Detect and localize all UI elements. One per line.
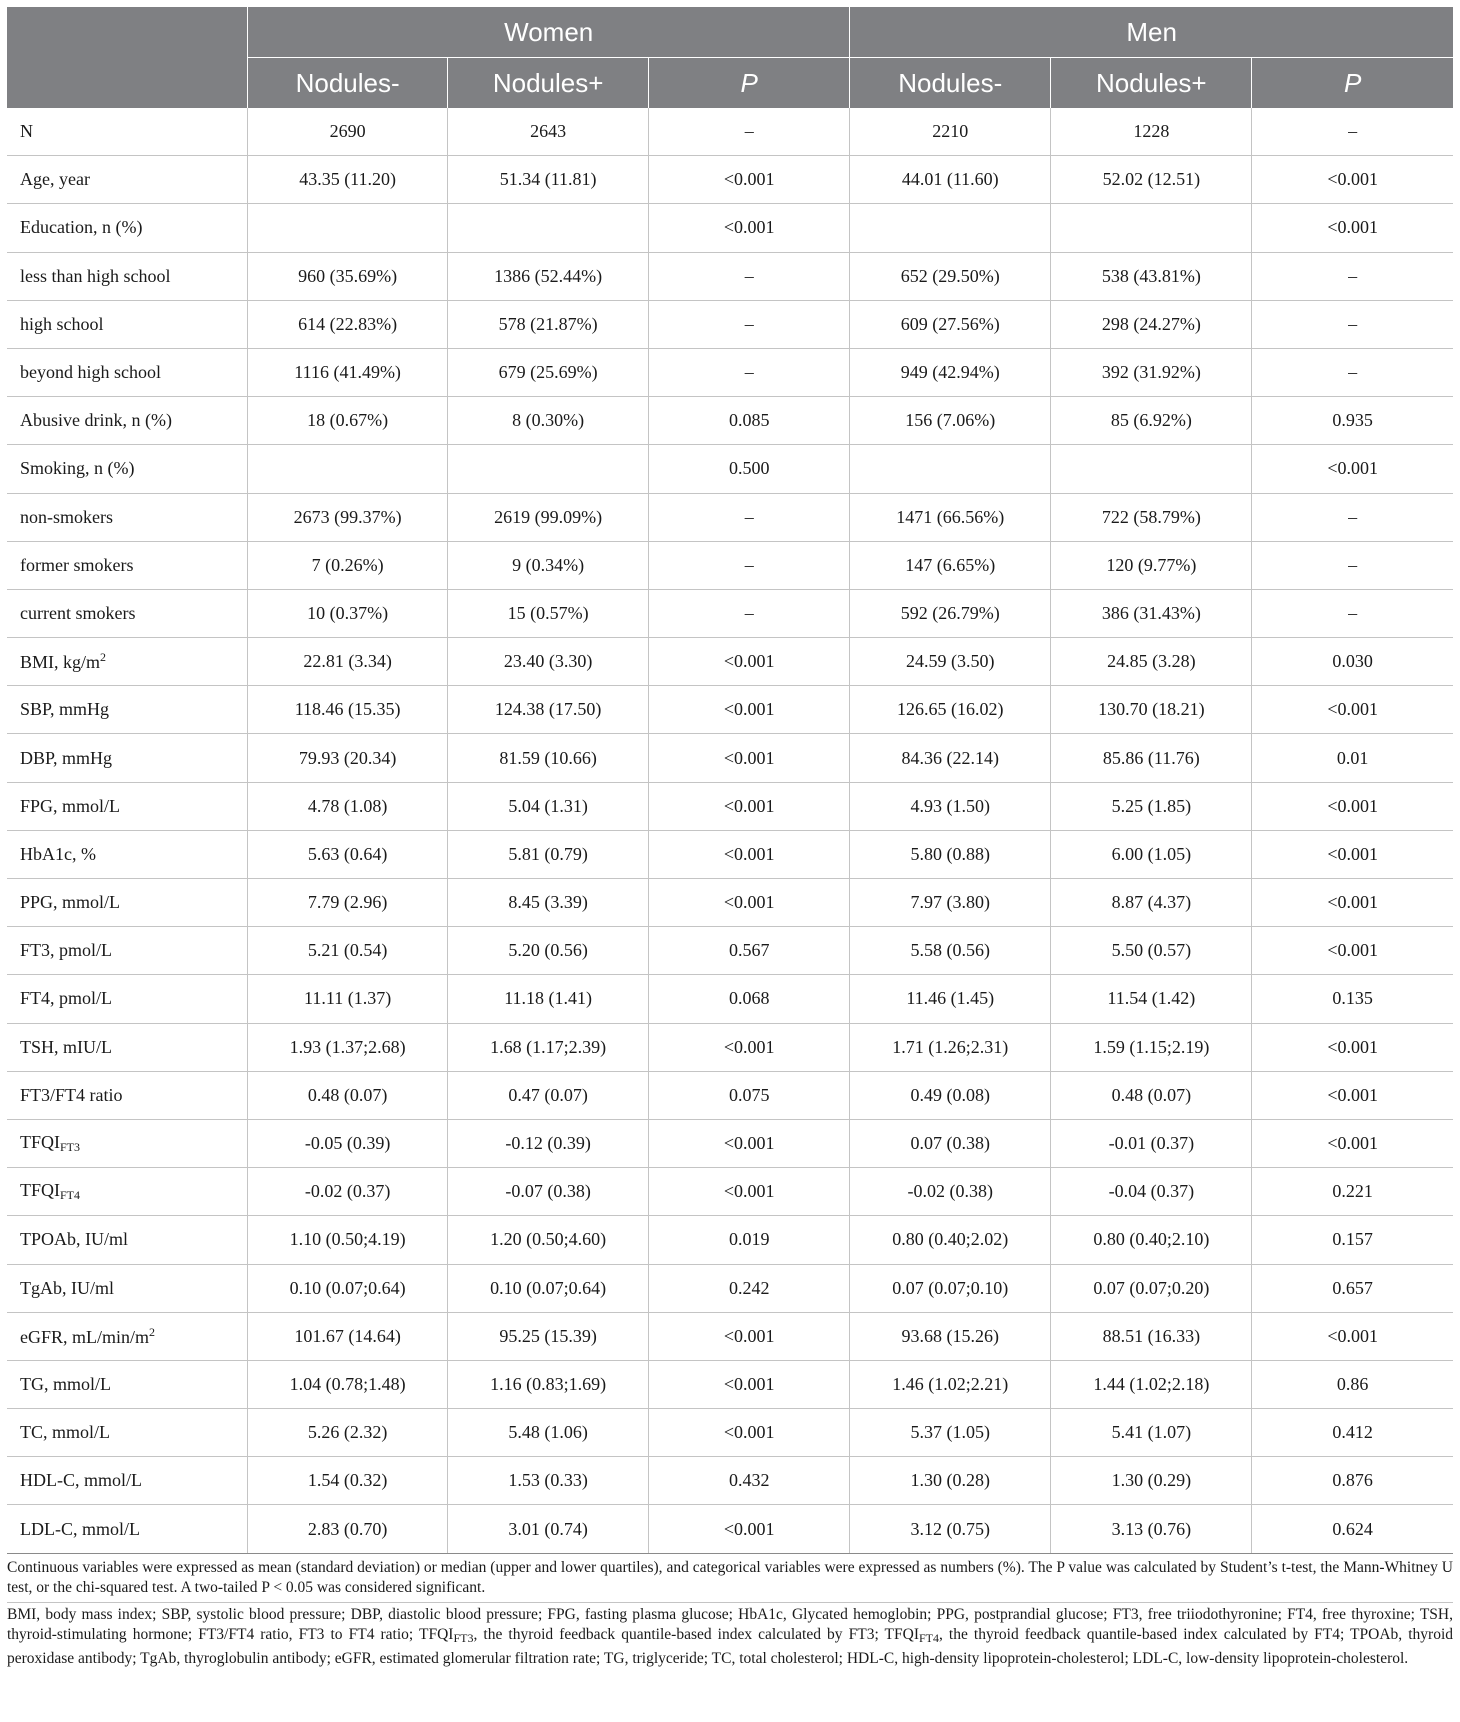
row-label-text: FT3/FT4 ratio <box>20 1084 123 1105</box>
table-cell: – <box>649 348 850 396</box>
table-cell: <0.001 <box>649 686 850 734</box>
table-cell: 0.07 (0.07;0.20) <box>1051 1264 1252 1312</box>
header-women-p: P <box>649 58 850 109</box>
row-label-text: DBP, mmHg <box>20 747 113 768</box>
table-cell: 0.500 <box>649 445 850 493</box>
table-cell: <0.001 <box>649 782 850 830</box>
table-cell <box>448 204 649 252</box>
table-cell: 4.78 (1.08) <box>248 782 448 830</box>
table-cell: 101.67 (14.64) <box>248 1312 448 1360</box>
header-blank-cell <box>7 7 248 58</box>
table-cell: 93.68 (15.26) <box>850 1312 1051 1360</box>
header-blank-cell <box>7 58 248 109</box>
table-cell: 11.54 (1.42) <box>1051 975 1252 1023</box>
row-label-subscript: FT3 <box>60 1140 81 1155</box>
table-header <box>7 7 1453 108</box>
table-cell: <0.001 <box>649 638 850 686</box>
table-cell: 5.50 (0.57) <box>1051 927 1252 975</box>
table-cell: 147 (6.65%) <box>850 541 1051 589</box>
table-cell: <0.001 <box>1252 1023 1453 1071</box>
row-label <box>7 156 248 204</box>
table-cell: 0.47 (0.07) <box>448 1071 649 1119</box>
table-cell: 0.48 (0.07) <box>248 1071 448 1119</box>
table-row <box>7 830 1453 878</box>
table-cell: 0.48 (0.07) <box>1051 1071 1252 1119</box>
row-label-text: former smokers <box>20 554 134 575</box>
table-cell: 79.93 (20.34) <box>248 734 448 782</box>
table-cell: 0.10 (0.07;0.64) <box>448 1264 649 1312</box>
table-row <box>7 1409 1453 1457</box>
table-cell: <0.001 <box>1252 830 1453 878</box>
row-label <box>7 927 248 975</box>
table-cell: <0.001 <box>1252 686 1453 734</box>
table-cell: 1116 (41.49%) <box>248 348 448 396</box>
table-cell: -0.05 (0.39) <box>248 1119 448 1167</box>
table-row <box>7 1119 1453 1167</box>
row-label <box>7 445 248 493</box>
table-cell: 0.10 (0.07;0.64) <box>248 1264 448 1312</box>
row-label-text: high school <box>20 313 104 334</box>
table-cell <box>248 204 448 252</box>
table-cell: <0.001 <box>649 734 850 782</box>
table-row <box>7 1023 1453 1071</box>
row-label-text: SBP, mmHg <box>20 699 110 720</box>
table-cell: 949 (42.94%) <box>850 348 1051 396</box>
table-cell: 960 (35.69%) <box>248 252 448 300</box>
table-cell: 0.157 <box>1252 1216 1453 1264</box>
table-cell: 7.97 (3.80) <box>850 879 1051 927</box>
table-cell: 0.085 <box>649 397 850 445</box>
table-row <box>7 397 1453 445</box>
row-label <box>7 1071 248 1119</box>
table-cell: – <box>1252 300 1453 348</box>
table-row <box>7 927 1453 975</box>
table-row <box>7 300 1453 348</box>
row-label-text: Abusive drink, n (%) <box>20 410 172 431</box>
table-cell: – <box>1252 589 1453 637</box>
row-label-text: TC, mmol/L <box>20 1422 110 1443</box>
table-cell: – <box>649 589 850 637</box>
table-cell: 11.11 (1.37) <box>248 975 448 1023</box>
row-label-text: eGFR, mL/min/m <box>20 1326 150 1347</box>
row-label-text: FT3, pmol/L <box>20 940 113 961</box>
table-cell: 3.13 (0.76) <box>1051 1505 1252 1553</box>
table-row <box>7 879 1453 927</box>
row-label <box>7 879 248 927</box>
table-cell <box>248 445 448 493</box>
row-label-text: Smoking, n (%) <box>20 458 135 479</box>
table-cell: -0.07 (0.38) <box>448 1168 649 1216</box>
row-label <box>7 300 248 348</box>
row-label-text: PPG, mmol/L <box>20 892 121 913</box>
table-cell: 5.48 (1.06) <box>448 1409 649 1457</box>
table-cell: 95.25 (15.39) <box>448 1312 649 1360</box>
table-cell: 0.221 <box>1252 1168 1453 1216</box>
row-label <box>7 686 248 734</box>
table-cell: <0.001 <box>1252 445 1453 493</box>
table-cell: 0.135 <box>1252 975 1453 1023</box>
table-cell: 88.51 (16.33) <box>1051 1312 1252 1360</box>
table-cell: <0.001 <box>1252 879 1453 927</box>
row-label <box>7 1409 248 1457</box>
table-cell: 0.07 (0.38) <box>850 1119 1051 1167</box>
table-cell: 84.36 (22.14) <box>850 734 1051 782</box>
table-cell: 85 (6.92%) <box>1051 397 1252 445</box>
table-cell: <0.001 <box>649 1312 850 1360</box>
table-cell: <0.001 <box>649 156 850 204</box>
table-cell: 0.935 <box>1252 397 1453 445</box>
table-cell: 2.83 (0.70) <box>248 1505 448 1553</box>
table-row <box>7 686 1453 734</box>
note-abbr-part3: , the thyroid feedback quantile-based index calculated by FT4; TPOAb, thyroid peroxidase antibody; TgAb, thyroglobulin antibody; eGFR, estimated glomerular filtration rate; TG, triglyceride; TC, total cholesterol; HDL-C, high-density lipoprotein-cholesterol; LDL-C, low-density lipoprotein-cholesterol. <box>7 1626 1453 1667</box>
table-cell: 1.20 (0.50;4.60) <box>448 1216 649 1264</box>
header-men-p: P <box>1252 58 1453 109</box>
table-cell: 118.46 (15.35) <box>248 686 448 734</box>
table-cell: <0.001 <box>649 1505 850 1553</box>
table-cell: -0.02 (0.37) <box>248 1168 448 1216</box>
table-cell: 1.04 (0.78;1.48) <box>248 1360 448 1408</box>
row-label-text: TPOAb, IU/ml <box>20 1229 128 1250</box>
table-notes <box>7 1558 1453 1670</box>
table-row <box>7 541 1453 589</box>
table-cell: 722 (58.79%) <box>1051 493 1252 541</box>
header-group-women: Women <box>248 7 850 58</box>
table-row <box>7 348 1453 396</box>
header-men-nodules-neg: Nodules- <box>850 58 1051 109</box>
note-abbreviations <box>7 1602 1453 1670</box>
table-cell: 1.68 (1.17;2.39) <box>448 1023 649 1071</box>
table-cell: <0.001 <box>1252 156 1453 204</box>
table-cell: 10 (0.37%) <box>248 589 448 637</box>
table-cell: 1.46 (1.02;2.21) <box>850 1360 1051 1408</box>
row-label-text: HDL-C, mmol/L <box>20 1470 142 1491</box>
table-cell: 0.242 <box>649 1264 850 1312</box>
table-cell: <0.001 <box>1252 1119 1453 1167</box>
table-row <box>7 734 1453 782</box>
row-label <box>7 638 248 686</box>
table-cell: 0.075 <box>649 1071 850 1119</box>
row-label-text: FT4, pmol/L <box>20 988 113 1009</box>
table-cell: 1.10 (0.50;4.19) <box>248 1216 448 1264</box>
table-cell: – <box>1252 493 1453 541</box>
row-label <box>7 397 248 445</box>
table-row <box>7 1216 1453 1264</box>
table-cell: – <box>649 300 850 348</box>
table-row <box>7 252 1453 300</box>
table-cell: 7 (0.26%) <box>248 541 448 589</box>
table-cell: 2619 (99.09%) <box>448 493 649 541</box>
table-cell: 8 (0.30%) <box>448 397 649 445</box>
row-label <box>7 1312 248 1360</box>
header-column-row <box>7 58 1453 109</box>
row-label-subscript: FT4 <box>60 1188 81 1203</box>
table-cell: 392 (31.92%) <box>1051 348 1252 396</box>
header-women-nodules-pos: Nodules+ <box>448 58 649 109</box>
table-cell <box>850 204 1051 252</box>
row-label-text: TFQI <box>20 1180 60 1201</box>
table-cell: 23.40 (3.30) <box>448 638 649 686</box>
table-cell: <0.001 <box>649 879 850 927</box>
table-cell: 5.26 (2.32) <box>248 1409 448 1457</box>
row-label <box>7 1216 248 1264</box>
table-cell: – <box>649 252 850 300</box>
table-cell: 0.068 <box>649 975 850 1023</box>
table-cell <box>850 445 1051 493</box>
header-group-row <box>7 7 1453 58</box>
row-label-text: BMI, kg/m <box>20 652 101 673</box>
table-row <box>7 1505 1453 1553</box>
table-cell <box>1051 204 1252 252</box>
table-cell: 609 (27.56%) <box>850 300 1051 348</box>
table-cell: 1228 <box>1051 108 1252 156</box>
table-cell: 18 (0.67%) <box>248 397 448 445</box>
table-row <box>7 1071 1453 1119</box>
table-cell: 5.20 (0.56) <box>448 927 649 975</box>
table-cell: 0.80 (0.40;2.02) <box>850 1216 1051 1264</box>
table-row <box>7 156 1453 204</box>
table-cell <box>448 445 649 493</box>
table-row <box>7 589 1453 637</box>
table-cell: 0.07 (0.07;0.10) <box>850 1264 1051 1312</box>
table-cell: <0.001 <box>649 204 850 252</box>
table-cell: 7.79 (2.96) <box>248 879 448 927</box>
table-cell: 5.41 (1.07) <box>1051 1409 1252 1457</box>
row-label <box>7 1119 248 1167</box>
table-cell: 1.30 (0.29) <box>1051 1457 1252 1505</box>
table-cell: – <box>649 493 850 541</box>
table-row <box>7 1168 1453 1216</box>
table-cell: 1.71 (1.26;2.31) <box>850 1023 1051 1071</box>
table-cell: 1.53 (0.33) <box>448 1457 649 1505</box>
table-cell: 0.80 (0.40;2.10) <box>1051 1216 1252 1264</box>
header-women-nodules-neg: Nodules- <box>248 58 448 109</box>
table-cell: 1386 (52.44%) <box>448 252 649 300</box>
row-label <box>7 1168 248 1216</box>
row-label-text: LDL-C, mmol/L <box>20 1518 140 1539</box>
table-cell: 43.35 (11.20) <box>248 156 448 204</box>
table-cell: – <box>1252 541 1453 589</box>
row-label <box>7 1264 248 1312</box>
table-cell: 0.567 <box>649 927 850 975</box>
table-cell: -0.04 (0.37) <box>1051 1168 1252 1216</box>
table-cell: 5.80 (0.88) <box>850 830 1051 878</box>
table-cell: 2690 <box>248 108 448 156</box>
row-label-text: TFQI <box>20 1132 60 1153</box>
header-group-men: Men <box>850 7 1453 58</box>
table-row <box>7 1264 1453 1312</box>
table-cell: 0.876 <box>1252 1457 1453 1505</box>
table-row <box>7 782 1453 830</box>
table-cell: 15 (0.57%) <box>448 589 649 637</box>
table-cell: 52.02 (12.51) <box>1051 156 1252 204</box>
note-abbr-subscript-ft4: FT4 <box>918 1631 939 1646</box>
note-statistics: Continuous variables were expressed as mean (standard deviation) or median (upper and lower quartiles), and categorical variables were expressed as numbers (%). The P value was calculated by Student’s t-test, the Mann-Whitney U test, or the chi-squared test. A two-tailed P < 0.05 was considered significant. <box>7 1558 1453 1597</box>
row-label-text: FPG, mmol/L <box>20 795 121 816</box>
table-cell: 0.01 <box>1252 734 1453 782</box>
table-cell: 81.59 (10.66) <box>448 734 649 782</box>
row-label <box>7 493 248 541</box>
table-cell: 1.59 (1.15;2.19) <box>1051 1023 1252 1071</box>
table-cell: <0.001 <box>649 1119 850 1167</box>
table-cell: 5.21 (0.54) <box>248 927 448 975</box>
table-row <box>7 108 1453 156</box>
table-cell: – <box>1252 252 1453 300</box>
table-cell: <0.001 <box>649 1168 850 1216</box>
table-row <box>7 1360 1453 1408</box>
table-cell: 85.86 (11.76) <box>1051 734 1252 782</box>
header-men-nodules-pos: Nodules+ <box>1051 58 1252 109</box>
table-cell: 4.93 (1.50) <box>850 782 1051 830</box>
row-label <box>7 1360 248 1408</box>
table-cell: 44.01 (11.60) <box>850 156 1051 204</box>
table-cell: 538 (43.81%) <box>1051 252 1252 300</box>
row-label <box>7 830 248 878</box>
table-cell: 22.81 (3.34) <box>248 638 448 686</box>
table-cell: 5.25 (1.85) <box>1051 782 1252 830</box>
table-cell: 614 (22.83%) <box>248 300 448 348</box>
table-cell: 578 (21.87%) <box>448 300 649 348</box>
table-cell: 386 (31.43%) <box>1051 589 1252 637</box>
row-label-text: Education, n (%) <box>20 217 143 238</box>
table-cell: 8.45 (3.39) <box>448 879 649 927</box>
table-cell: 124.38 (17.50) <box>448 686 649 734</box>
row-label <box>7 204 248 252</box>
row-label-text: TG, mmol/L <box>20 1373 111 1394</box>
table-cell: 2210 <box>850 108 1051 156</box>
row-label-text: TSH, mIU/L <box>20 1036 112 1057</box>
table-cell: – <box>649 108 850 156</box>
table-cell: -0.01 (0.37) <box>1051 1119 1252 1167</box>
table-body <box>7 108 1453 1553</box>
table-cell: <0.001 <box>649 1360 850 1408</box>
table-row <box>7 204 1453 252</box>
table-cell: 0.019 <box>649 1216 850 1264</box>
table-row <box>7 493 1453 541</box>
table-cell: 2673 (99.37%) <box>248 493 448 541</box>
table-cell: 126.65 (16.02) <box>850 686 1051 734</box>
table-cell: 3.01 (0.74) <box>448 1505 649 1553</box>
table-cell: <0.001 <box>649 1409 850 1457</box>
row-label-text: Age, year <box>20 169 90 190</box>
table-cell: <0.001 <box>1252 1071 1453 1119</box>
table-row <box>7 445 1453 493</box>
row-label <box>7 589 248 637</box>
table-cell: 156 (7.06%) <box>850 397 1051 445</box>
table-cell: <0.001 <box>649 1023 850 1071</box>
table-cell: <0.001 <box>1252 782 1453 830</box>
table-row <box>7 1312 1453 1360</box>
table-cell: 24.85 (3.28) <box>1051 638 1252 686</box>
table-row <box>7 1457 1453 1505</box>
row-label <box>7 348 248 396</box>
table-cell: 298 (24.27%) <box>1051 300 1252 348</box>
table-cell: 11.18 (1.41) <box>448 975 649 1023</box>
table-cell: <0.001 <box>1252 927 1453 975</box>
table-cell: 5.37 (1.05) <box>850 1409 1051 1457</box>
table-cell: 592 (26.79%) <box>850 589 1051 637</box>
table-cell: 1.44 (1.02;2.18) <box>1051 1360 1252 1408</box>
table-cell: 1.30 (0.28) <box>850 1457 1051 1505</box>
table-cell: 130.70 (18.21) <box>1051 686 1252 734</box>
table-cell: <0.001 <box>649 830 850 878</box>
table-cell: 0.49 (0.08) <box>850 1071 1051 1119</box>
table-cell: 0.030 <box>1252 638 1453 686</box>
table-row <box>7 638 1453 686</box>
row-label <box>7 975 248 1023</box>
note-abbr-part2: , the thyroid feedback quantile-based index calculated by FT3; TFQI <box>473 1626 919 1644</box>
table-cell: 0.657 <box>1252 1264 1453 1312</box>
table-row <box>7 975 1453 1023</box>
table-cell: 1.16 (0.83;1.69) <box>448 1360 649 1408</box>
table-cell: 24.59 (3.50) <box>850 638 1051 686</box>
table-cell: 679 (25.69%) <box>448 348 649 396</box>
table-cell: 5.63 (0.64) <box>248 830 448 878</box>
row-label-text: TgAb, IU/ml <box>20 1277 114 1298</box>
note-abbr-subscript-ft3: FT3 <box>453 1631 474 1646</box>
row-label-text: beyond high school <box>20 362 161 383</box>
table-cell: 5.58 (0.56) <box>850 927 1051 975</box>
table-cell: 1.54 (0.32) <box>248 1457 448 1505</box>
row-label-text: non-smokers <box>20 506 113 527</box>
table-cell: 0.412 <box>1252 1409 1453 1457</box>
table-cell: <0.001 <box>1252 204 1453 252</box>
table-cell: – <box>649 541 850 589</box>
row-label-text: current smokers <box>20 602 136 623</box>
table-cell: 652 (29.50%) <box>850 252 1051 300</box>
table-cell: – <box>1252 348 1453 396</box>
row-label <box>7 252 248 300</box>
table-cell: 2643 <box>448 108 649 156</box>
table-cell: 5.04 (1.31) <box>448 782 649 830</box>
row-label <box>7 108 248 156</box>
table-cell: 120 (9.77%) <box>1051 541 1252 589</box>
row-label-superscript: 2 <box>149 1324 156 1339</box>
table-cell: 3.12 (0.75) <box>850 1505 1051 1553</box>
row-label <box>7 734 248 782</box>
table-cell: – <box>1252 108 1453 156</box>
characteristics-table <box>7 7 1453 1554</box>
row-label <box>7 1023 248 1071</box>
row-label-text: less than high school <box>20 265 171 286</box>
row-label <box>7 541 248 589</box>
row-label <box>7 1505 248 1553</box>
table-cell: 0.624 <box>1252 1505 1453 1553</box>
table-cell: 11.46 (1.45) <box>850 975 1051 1023</box>
table-cell: <0.001 <box>1252 1312 1453 1360</box>
table-cell: 0.86 <box>1252 1360 1453 1408</box>
row-label <box>7 782 248 830</box>
table-container <box>7 7 1453 1672</box>
note-abbr-part1: BMI, body mass index; SBP, systolic blood pressure; DBP, diastolic blood pressure; FPG, fasting plasma glucose; HbA1c, Glycated hemoglobin; PPG, postprandial glucose; FT3, free triiodothyronine; FT4, free thyroxine; TSH, thyroid-stimulating hormone; FT3/FT4 ratio, FT3 to FT4 ratio; TFQI <box>7 1605 1453 1644</box>
table-cell: 0.432 <box>649 1457 850 1505</box>
table-cell: 1.93 (1.37;2.68) <box>248 1023 448 1071</box>
table-cell: 8.87 (4.37) <box>1051 879 1252 927</box>
table-cell: 6.00 (1.05) <box>1051 830 1252 878</box>
table-cell: -0.02 (0.38) <box>850 1168 1051 1216</box>
table-cell <box>1051 445 1252 493</box>
row-label-superscript: 2 <box>100 650 107 665</box>
row-label-text: HbA1c, % <box>20 843 96 864</box>
row-label-text: N <box>20 121 33 142</box>
table-cell: 1471 (66.56%) <box>850 493 1051 541</box>
table-cell: 51.34 (11.81) <box>448 156 649 204</box>
table-cell: 9 (0.34%) <box>448 541 649 589</box>
row-label <box>7 1457 248 1505</box>
table-cell: 5.81 (0.79) <box>448 830 649 878</box>
table-cell: -0.12 (0.39) <box>448 1119 649 1167</box>
